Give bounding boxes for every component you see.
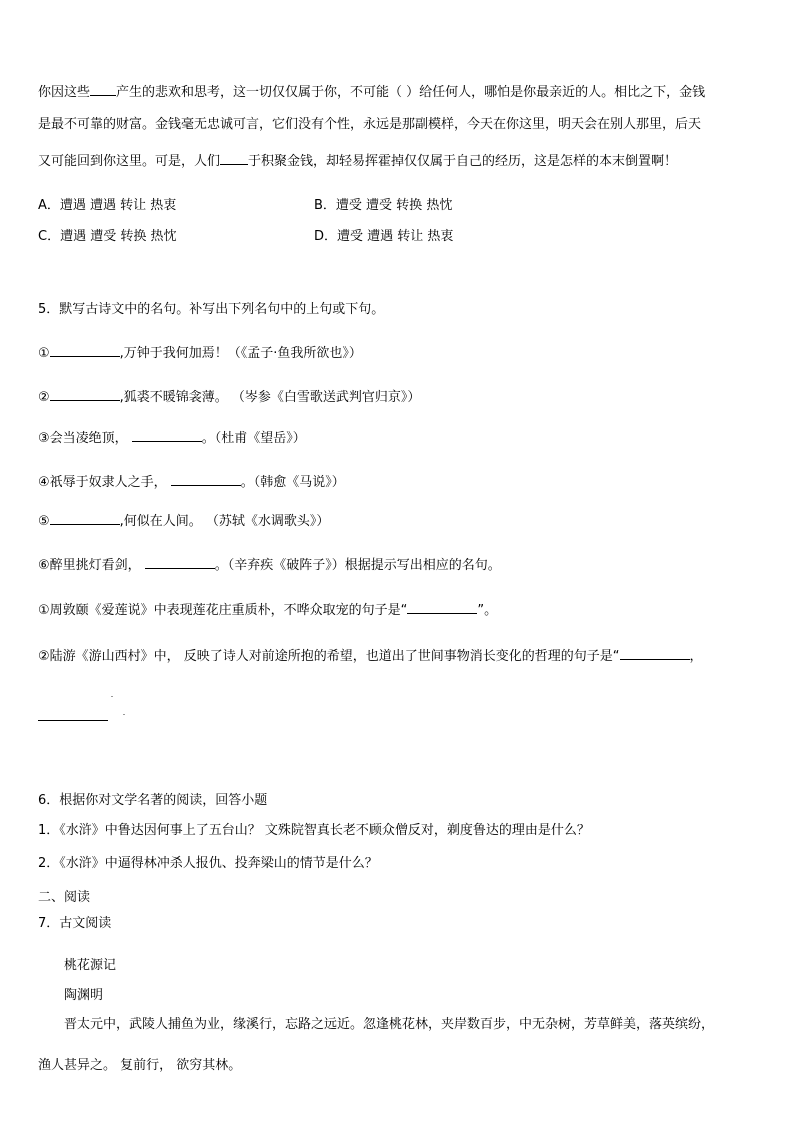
item-prefix: ⑤	[38, 514, 50, 529]
q6-subquestion-2: 2．《水浒》中逼得林冲杀人报仇、投奔梁山的情节是什么？	[38, 856, 378, 871]
option-d[interactable]: D．遭受 遭遇 转让 热衷	[314, 229, 454, 244]
passage-text-line-2: 渔人甚异之。 复前行， 欲穷其林。	[38, 1058, 242, 1073]
q5-item-5	[38, 511, 329, 531]
q7-title: 7．古文阅读	[38, 916, 112, 931]
scan-speck	[111, 696, 113, 697]
item-prefix: ⑥醉里挑灯看剑，	[38, 558, 145, 573]
hint-text: ”。	[477, 603, 498, 618]
item-suffix: 。（韩愈《马说》）	[240, 475, 345, 490]
item-suffix: 。（辛弃疾《破阵子》）根据提示写出相应的名句。	[214, 558, 501, 573]
item-suffix: 。（杜甫《望岳》）	[201, 431, 306, 446]
answer-line[interactable]	[38, 720, 108, 721]
option-a[interactable]: A．遭遇 遭遇 转让 热衷	[38, 198, 177, 213]
q5-item-1	[38, 343, 362, 363]
hint-text: ①周敦颐《爱莲说》中表现莲花庄重质朴，不哗众取宠的句子是“	[38, 603, 408, 618]
q5-hint-2	[38, 646, 703, 666]
q4-text: 又可能回到你这里。可是，人们	[38, 154, 221, 169]
q4-paragraph-line-2: 是最不可靠的财富。金钱毫无忠诚可言，它们没有个性，永远是那副模样，今天在你这里，明天会在别人那里，后天	[38, 117, 702, 132]
answer-blank[interactable]	[220, 151, 248, 165]
answer-blank[interactable]	[132, 428, 202, 442]
passage-author: 陶渊明	[64, 988, 104, 1003]
passage-title: 桃花源记	[64, 958, 117, 973]
q5-item-6	[38, 555, 501, 575]
hint-text: ，	[689, 649, 703, 664]
answer-blank[interactable]	[50, 387, 120, 401]
q4-text: 你因这些	[38, 85, 91, 100]
answer-blank[interactable]	[50, 343, 120, 357]
section-heading: 二、阅读	[38, 890, 91, 905]
option-b[interactable]: B．遭受 遭受 转换 热忱	[314, 198, 453, 213]
q5-item-3	[38, 428, 306, 448]
q4-text: 产生的悲欢和思考，这一切仅仅属于你，不可能（ ）给任何人，哪怕是你最亲近的人。相比之下，金钱	[116, 85, 706, 100]
hint-text: ②陆游《游山西村》中， 反映了诗人对前途所抱的希望，也道出了世间事物消长变化的哲理的句子是“	[38, 649, 620, 664]
item-prefix: ②	[38, 390, 50, 405]
answer-blank[interactable]	[407, 600, 477, 614]
answer-blank[interactable]	[145, 555, 215, 569]
answer-blank[interactable]	[620, 646, 690, 660]
q6-title: 6．根据你对文学名著的阅读，回答小题	[38, 793, 268, 808]
q5-hint-1	[38, 600, 497, 620]
item-suffix: ,狐裘不暖锦衾薄。 （岑参《白雪歌送武判官归京》）	[119, 390, 421, 405]
passage-text-line-1: 晋太元中，武陵人捕鱼为业，缘溪行，忘路之远近。忽逢桃花林，夹岸数百步，中无杂树，芳草鲜美，落英缤纷，	[64, 1017, 715, 1032]
answer-blank[interactable]	[90, 82, 116, 96]
item-suffix: ,何似在人间。 （苏轼《水调歌头》）	[119, 514, 330, 529]
q4-paragraph-line-3	[38, 151, 677, 171]
item-prefix: ①	[38, 346, 50, 361]
item-suffix: ,万钟于我何加焉！（《孟子·鱼我所欲也》）	[119, 346, 362, 361]
q5-item-4	[38, 472, 345, 492]
option-c[interactable]: C．遭遇 遭受 转换 热忱	[38, 229, 177, 244]
scan-speck	[123, 714, 125, 715]
q5-item-2	[38, 387, 420, 407]
q6-subquestion-1: 1．《水浒》中鲁达因何事上了五台山？ 文殊院智真长老不顾众僧反对，剃度鲁达的理由是什么？	[38, 823, 590, 838]
answer-blank[interactable]	[171, 472, 241, 486]
q4-text: 于积聚金钱，却轻易挥霍掉仅仅属于自己的经历，这是怎样的本末倒置啊！	[248, 154, 678, 169]
item-prefix: ③会当凌绝顶，	[38, 431, 132, 446]
q4-paragraph-line-1	[38, 82, 705, 102]
item-prefix: ④祇辱于奴隶人之手，	[38, 475, 171, 490]
q5-title: 5．默写古诗文中的名句。补写出下列名句中的上句或下句。	[38, 302, 385, 317]
answer-blank[interactable]	[50, 511, 120, 525]
